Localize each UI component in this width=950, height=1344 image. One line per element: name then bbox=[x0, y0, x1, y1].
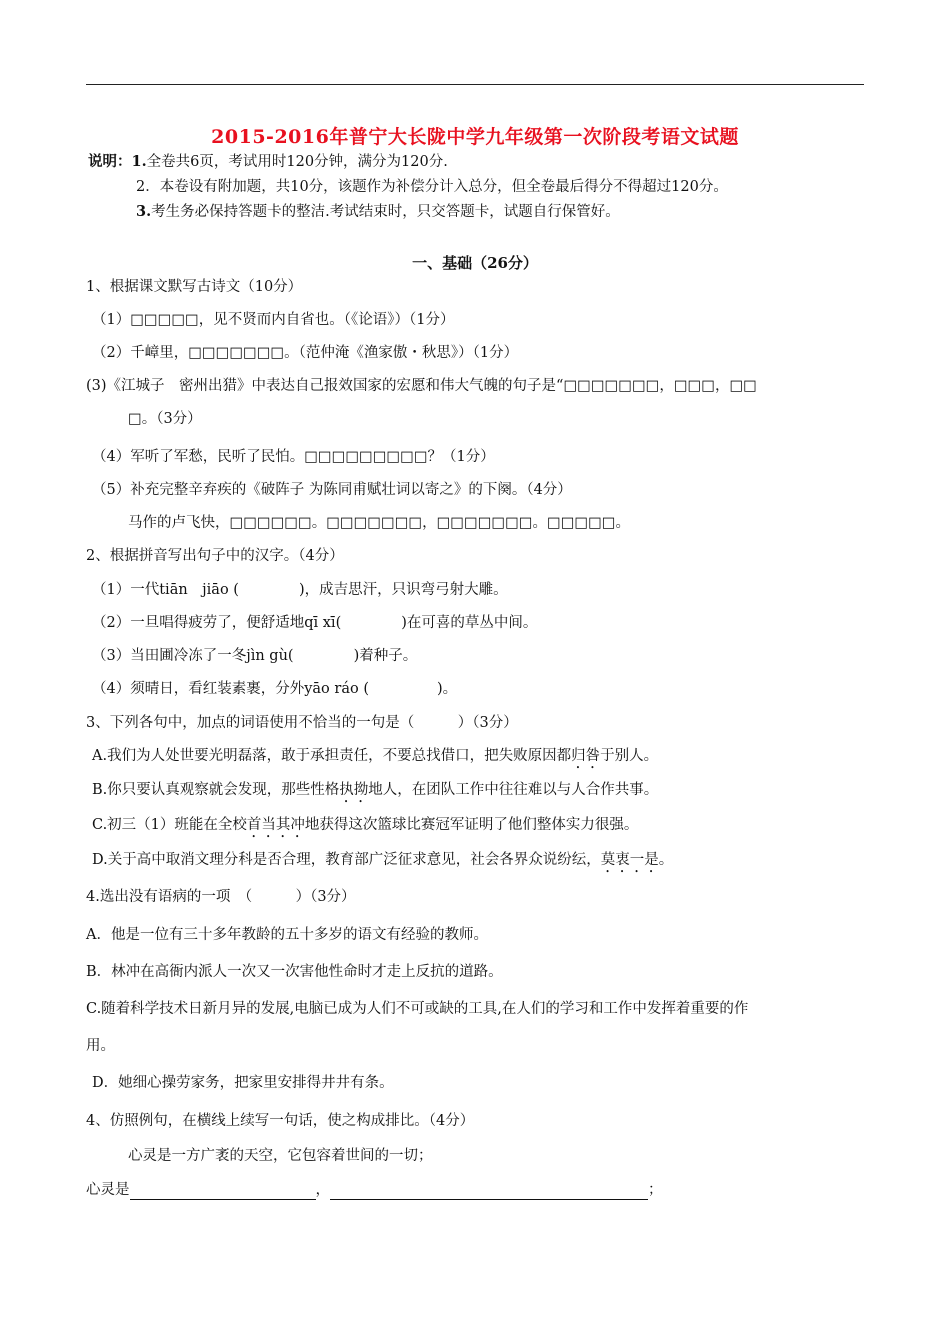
q2-item-1 bbox=[92, 580, 508, 600]
page-title: 2015-2016年普宁大长陇中学九年级第一次阶段考语文试题 bbox=[211, 126, 739, 148]
note-3-number: 3. bbox=[136, 203, 152, 220]
q4-option-c-line-2: 用。 bbox=[86, 1038, 115, 1054]
q2-item-2-text-b: )在可喜的草丛中间。 bbox=[401, 615, 538, 631]
note-1-number: 1. bbox=[131, 153, 147, 170]
q3-option-a-text: A.我们为人处世要光明磊落，敢于承担责任，不要总找借口，把失败原因都 bbox=[92, 748, 572, 764]
section-heading: 一、基础（26分） bbox=[412, 254, 538, 272]
q2-item-3 bbox=[92, 646, 417, 666]
notes-line-3 bbox=[136, 202, 620, 222]
q2-item-2-text-a: （2）一旦唱得疲劳了，便舒适地qī xī( bbox=[92, 615, 342, 631]
note-2: 2．本卷设有附加题，共10分，该题作为补偿分计入总分，但全卷最后得分不得超过120分。 bbox=[136, 179, 728, 195]
q4-option-a: A．他是一位有三十多年教龄的五十多岁的语文有经验的教师。 bbox=[86, 927, 488, 943]
q2-item-3-text-b: )着种子。 bbox=[353, 648, 418, 664]
q3-option-a bbox=[92, 746, 658, 772]
q4-option-d: D．她细心操劳家务，把家里安排得井井有条。 bbox=[92, 1075, 394, 1091]
note-3-text: 考生务必保持答题卡的整洁.考试结束时，只交答题卡，试题自行保管好。 bbox=[151, 204, 620, 220]
q1-item-3-line-2: □。（3分） bbox=[128, 411, 202, 427]
q3-option-a-dotted: 归咎 bbox=[571, 748, 601, 764]
q5-answer-blank-1[interactable] bbox=[130, 1183, 316, 1200]
q2-stem: 2、根据拼音写出句子中的汉字。（4分） bbox=[86, 548, 344, 564]
q5-comma: ， bbox=[315, 1182, 330, 1198]
note-1-text: 全卷共6页，考试用时120分钟，满分为120分. bbox=[146, 154, 448, 170]
q3-option-d bbox=[92, 850, 673, 876]
notes-line-1 bbox=[88, 152, 448, 172]
q2-item-4-text-a: （4）须晴日，看红装素裹，分外yāo ráo ( bbox=[92, 681, 369, 697]
q3-option-b bbox=[92, 780, 658, 806]
q1-item-1: （1）□□□□□，见不贤而内自省也。（《论语》）（1分） bbox=[92, 312, 455, 328]
q3-option-a-tail: 于别人。 bbox=[600, 748, 659, 764]
q3-stem: 3、下列各句中，加点的词语使用不恰当的一句是（ ）（3分） bbox=[86, 715, 518, 731]
q1-item-3-line-1: (3)《江城子 密州出猎》中表达自己报效国家的宏愿和伟大气魄的句子是“□□□□□□□，□□□，□□ bbox=[86, 378, 757, 394]
q3-option-c-dotted: 首当其冲 bbox=[246, 817, 305, 833]
q1-item-2: （2）千嶂里，□□□□□□□。（范仲淹《渔家傲・秋思》）（1分） bbox=[92, 345, 519, 361]
q5-example: 心灵是一方广袤的天空，它包容着世间的一切； bbox=[128, 1148, 433, 1164]
q1-stem: 1、根据课文默写古诗文（10分） bbox=[86, 279, 303, 295]
q1-item-4: （4）军听了军愁，民听了民怕。□□□□□□□□□？（1分） bbox=[92, 449, 495, 465]
q5-answer-blank-2[interactable] bbox=[330, 1183, 648, 1200]
header-rule bbox=[86, 84, 864, 85]
q3-option-d-dotted: 莫衷一是 bbox=[600, 852, 659, 868]
q5-stem: 4、仿照例句，在横线上续写一句话，使之构成排比。（4分） bbox=[86, 1113, 475, 1129]
q5-answer-prefix: 心灵是 bbox=[86, 1182, 130, 1198]
q2-item-1-text-b: )，成吉思汗，只识弯弓射大雕。 bbox=[298, 582, 508, 598]
q3-option-b-dotted: 执拗 bbox=[339, 782, 369, 798]
q1-item-5: （5）补充完整辛弃疾的《破阵子 为陈同甫赋壮词以寄之》的下阕。（4分） bbox=[92, 482, 572, 498]
q4-stem: 4.选出没有语病的一项 （ ）（3分） bbox=[86, 889, 356, 905]
q3-option-c-tail: 地获得这次篮球比赛冠军证明了他们整体实力很强。 bbox=[304, 817, 639, 833]
q2-item-3-text-a: （3）当田圃冷冻了一冬jìn gù( bbox=[92, 648, 294, 664]
q4-option-b: B．林冲在高衙内派人一次又一次害他性命时才走上反抗的道路。 bbox=[86, 964, 503, 980]
q2-item-2 bbox=[92, 613, 537, 633]
q2-item-4-text-b: )。 bbox=[436, 681, 458, 697]
q5-answer-line bbox=[86, 1180, 663, 1200]
notes-label: 说明： bbox=[88, 153, 132, 170]
q4-option-c-line-1: C.随着科学技术日新月异的发展,电脑已成为人们不可或缺的工具,在人们的学习和工作中发挥着重要的作 bbox=[86, 1001, 749, 1017]
q3-option-b-tail: 地人，在团队工作中往往难以与人合作共事。 bbox=[368, 782, 659, 798]
q3-option-c bbox=[92, 815, 638, 841]
q3-option-c-text: C.初三（1）班能在全校 bbox=[92, 817, 247, 833]
q2-item-1-text-a: （1）一代tiān jiāo ( bbox=[92, 582, 239, 598]
q1-item-5-answer: 马作的卢飞快，□□□□□□。□□□□□□□，□□□□□□□。□□□□□。 bbox=[128, 515, 630, 531]
q3-option-d-tail: 。 bbox=[658, 852, 674, 868]
q5-semicolon: ； bbox=[648, 1182, 663, 1198]
q3-option-b-text: B.你只要认真观察就会发现，那些性格 bbox=[92, 782, 340, 798]
q2-item-4 bbox=[92, 679, 457, 699]
q3-option-d-text: D.关于高中取消文理分科是否合理，教育部广泛征求意见，社会各界众说纷纭， bbox=[92, 852, 601, 868]
